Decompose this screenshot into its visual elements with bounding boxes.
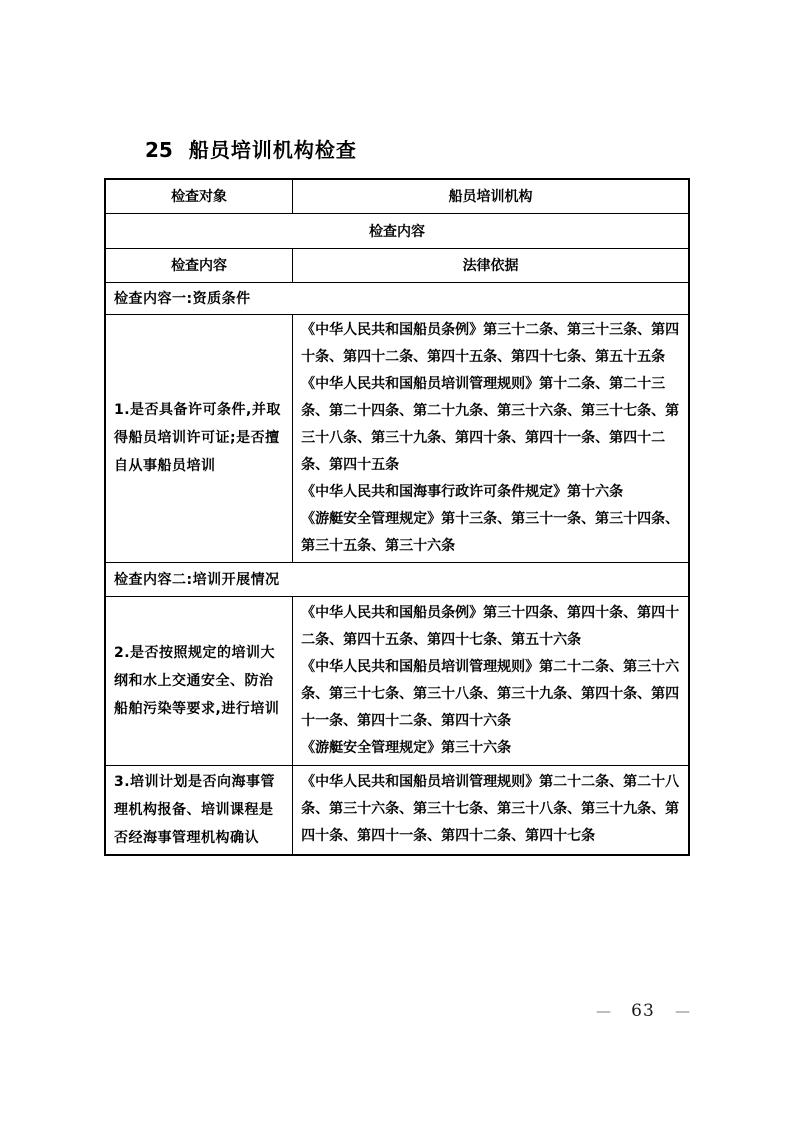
table-row-item-3 [105, 765, 689, 855]
item-1-content: 1.是否具备许可条件,并取得船员培训许可证;是否擅自从事船员培训 [105, 314, 293, 562]
page-title [145, 134, 357, 163]
table-row-column-headers [105, 248, 689, 282]
law-reference: 《中华人民共和国船员培训管理规则》第二十二条、第二十八条、第三十六条、第三十七条、第三十八条、第三十九条、第四十条、第四十一条、第四十二条、第四十七条 [301, 774, 680, 844]
table-row-section-1-header [105, 282, 689, 314]
page-footer [596, 1001, 690, 1021]
item-2-legal-basis [293, 596, 689, 765]
section-number: 25 [145, 138, 173, 162]
item-1-legal-basis [293, 314, 689, 562]
item-2-content: 2.是否按照规定的培训大纲和水上交通安全、防治船舶污染等要求,进行培训 [105, 596, 293, 765]
section-1-title: 检查内容一:资质条件 [105, 282, 689, 314]
inspection-table [104, 178, 690, 856]
content-column-header: 检查内容 [105, 248, 293, 282]
table-row-item-1 [105, 314, 689, 562]
law-reference: 《中华人民共和国船员培训管理规则》第二十二条、第三十六条、第三十七条、第三十八条、第三十九条、第四十条、第四十一条、第四十二条、第四十六条 [301, 658, 680, 729]
table-row-inspection-object [105, 179, 689, 213]
footer-dash-left: — [596, 1002, 611, 1020]
section-title-text: 船员培训机构检查 [188, 138, 357, 162]
footer-dash-right: — [674, 1002, 690, 1020]
table-row-item-2 [105, 596, 689, 765]
inspection-object-label: 检查对象 [105, 179, 293, 213]
law-reference: 《中华人民共和国船员条例》第三十二条、第三十三条、第四十条、第四十二条、第四十五条、第四十七条、第五十五条 [301, 321, 680, 365]
legal-basis-column-header: 法律依据 [293, 248, 689, 282]
law-reference: 《游艇安全管理规定》第三十六条 [301, 739, 512, 756]
law-reference: 《中华人民共和国船员培训管理规则》第十二条、第二十三条、第二十四条、第二十九条、第三十六条、第三十七条、第三十八条、第三十九条、第四十条、第四十一条、第四十二条、第四十五条 [301, 375, 680, 473]
table-row-content-banner [105, 213, 689, 248]
table-row-section-2-header [105, 562, 689, 596]
inspection-object-value: 船员培训机构 [293, 179, 689, 213]
page-number: 63 [631, 1001, 655, 1021]
law-reference: 《中华人民共和国船员条例》第三十四条、第四十条、第四十二条、第四十五条、第四十七条、第五十六条 [301, 604, 680, 648]
law-reference: 《中华人民共和国海事行政许可条件规定》第十六条 [301, 483, 624, 500]
content-banner: 检查内容 [105, 213, 689, 248]
section-2-title: 检查内容二:培训开展情况 [105, 562, 689, 596]
item-3-content: 3.培训计划是否向海事管理机构报备、培训课程是否经海事管理机构确认 [105, 765, 293, 855]
item-3-legal-basis [293, 765, 689, 855]
law-reference: 《游艇安全管理规定》第十三条、第三十一条、第三十四条、第三十五条、第三十六条 [301, 510, 680, 554]
